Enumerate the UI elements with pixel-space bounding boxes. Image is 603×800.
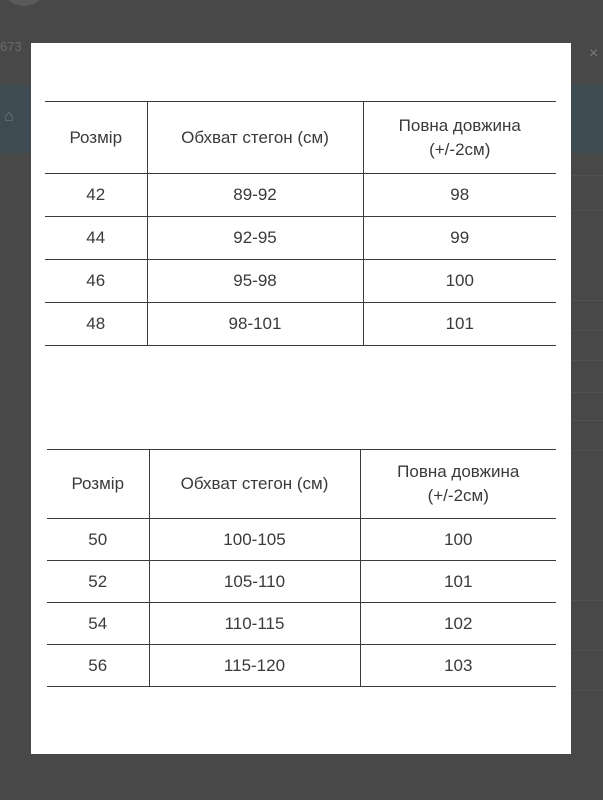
- background-divider: [571, 650, 603, 651]
- table-row: [45, 217, 556, 260]
- cell-hip-girth: 95-98: [147, 260, 363, 303]
- background-divider: [571, 175, 603, 176]
- cell-size: 50: [47, 519, 149, 561]
- background-divider: [571, 300, 603, 301]
- cell-size: 48: [45, 303, 147, 346]
- cell-hip-girth: 105-110: [149, 561, 360, 603]
- table-row: [47, 519, 556, 561]
- cell-full-length: 100: [360, 519, 556, 561]
- table-header-row: [45, 102, 556, 174]
- table-row: [45, 303, 556, 346]
- background-page-text: 673: [0, 39, 22, 54]
- background-divider: [571, 690, 603, 691]
- size-table-2: [47, 449, 556, 687]
- cell-hip-girth: 89-92: [147, 174, 363, 217]
- background-divider: [571, 210, 603, 211]
- close-icon[interactable]: ×: [589, 45, 599, 62]
- background-divider: [571, 450, 603, 451]
- cell-full-length: 99: [363, 217, 556, 260]
- background-nav-bar-right: [571, 85, 603, 153]
- header-full-length: [363, 102, 556, 174]
- table-row: [45, 174, 556, 217]
- cell-hip-girth: 100-105: [149, 519, 360, 561]
- table-header-row: [47, 450, 556, 519]
- cell-hip-girth: 98-101: [147, 303, 363, 346]
- background-avatar: [0, 0, 48, 6]
- cell-full-length: 101: [360, 561, 556, 603]
- background-divider: [571, 360, 603, 361]
- header-full-length: [360, 450, 556, 519]
- cell-size: 52: [47, 561, 149, 603]
- table-row: [47, 561, 556, 603]
- table-row: [47, 603, 556, 645]
- header-full-length-label: Повна довжина (+/-2см): [398, 115, 521, 159]
- cell-size: 44: [45, 217, 147, 260]
- header-hip-girth: Обхват стегон (см): [149, 450, 360, 519]
- home-icon[interactable]: ⌂: [4, 108, 14, 125]
- background-divider: [571, 392, 603, 393]
- header-hip-girth: Обхват стегон (см): [147, 102, 363, 174]
- table-row: [47, 645, 556, 687]
- background-divider: [571, 330, 603, 331]
- size-chart-modal: [31, 43, 571, 754]
- cell-full-length: 102: [360, 603, 556, 645]
- cell-full-length: 98: [363, 174, 556, 217]
- background-divider: [571, 600, 603, 601]
- header-size: Розмір: [47, 450, 149, 519]
- table-row: [45, 260, 556, 303]
- cell-size: 42: [45, 174, 147, 217]
- cell-size: 56: [47, 645, 149, 687]
- cell-full-length: 103: [360, 645, 556, 687]
- cell-hip-girth: 92-95: [147, 217, 363, 260]
- header-full-length-label: Повна довжина (+/-2см): [397, 462, 520, 505]
- cell-size: 54: [47, 603, 149, 645]
- cell-size: 46: [45, 260, 147, 303]
- header-size: Розмір: [45, 102, 147, 174]
- cell-hip-girth: 115-120: [149, 645, 360, 687]
- size-table-1: [45, 101, 556, 346]
- background-divider: [571, 420, 603, 421]
- cell-full-length: 100: [363, 260, 556, 303]
- cell-full-length: 101: [363, 303, 556, 346]
- cell-hip-girth: 110-115: [149, 603, 360, 645]
